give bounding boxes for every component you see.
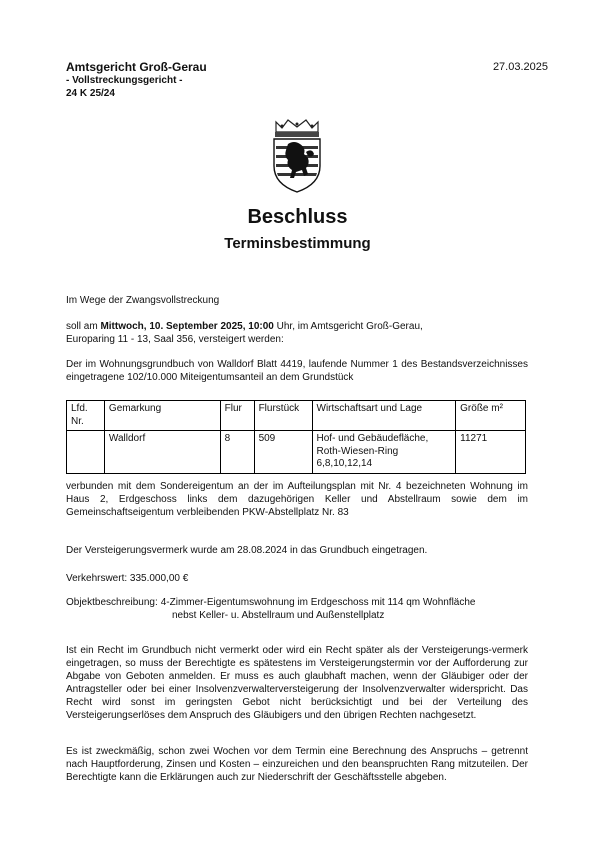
object-description-row [66,596,528,609]
col-header-gemarkung: Gemarkung [104,401,220,431]
combined-ownership-text: verbunden mit dem Sondereigentum an der im Aufteilungsplan mit Nr. 4 bezeichneten Wohnung im Haus 2, Erdgeschoss links dem dazugehörigen Keller und Abstellraum sowie dem im Gemeinschaftseigentum verbleibenden PKW-Abstellplatz Nr. 83 [66,481,528,518]
property-intro: Der im Wohnungsgrundbuch von Walldorf Blatt 4419, laufende Nummer 1 des Bestandsverzeichnisses eingetragene 102/10.000 Miteigentumsanteil an dem Grundstück [66,359,528,383]
col-header-flur: Flur [220,401,254,431]
object-description-line1: 4-Zimmer-Eigentumswohnung im Erdgeschoss mit 114 qm Wohnfläche [160,597,476,608]
notice-expedient-paragraph: Es ist zweckmäßig, schon zwei Wochen vor dem Termin eine Berechnung des Anspruchs – getrennt nach Hauptforderung, Zinsen und Kosten – einzureichen und den beanspruchten Rang mitzuteilen. Der Berechtigte kann die Erklärungen auch zur Niederschrift der Geschäftsstelle abgeben. [66,746,528,783]
court-name: Amtsgericht Groß-Gerau [66,60,207,74]
market-value: Verkehrswert: 335.000,00 € [66,573,189,584]
case-number: 24 K 25/24 [66,88,115,100]
hesse-coat-of-arms-icon [268,118,326,194]
col-header-wirtschaftsart: Wirtschaftsart und Lage [312,401,456,431]
auction-prefix: soll am [66,321,101,332]
auction-datetime: Mittwoch, 10. September 2025, 10:00 [100,321,274,332]
object-description [66,596,528,622]
auction-date-line [66,320,528,333]
col-header-groesse: Größe m² [456,401,526,431]
court-department: - Vollstreckungsgericht - [66,75,183,87]
cell-flur: 8 [220,431,254,474]
col-header-lfd-nr: Lfd. Nr. [67,401,105,431]
registry-note: Der Versteigerungsvermerk wurde am 28.08.2024 in das Grundbuch eingetragen. [66,545,428,556]
table-row [67,431,526,474]
notice-rights-paragraph: Ist ein Recht im Grundbuch nicht vermerkt oder wird ein Recht später als der Versteigerungs-vermerk eingetragen, so muss der Berechtigte es spätestens im Versteigerungstermin vor der Aufforderung zur Abgabe von Geboten anmelden. Er muss es auch glaubhaft machen, wenn der Gläubiger oder der Antragsteller oder bei einer Insolvenzverwalterversteigerung der Insolvenzverwalter widerspricht. Das Recht wird sonst im geringsten Gebot nicht berücksichtigt und bei der Verteilung des Versteigerungserlöses dem Anspruch des Gläubigers und den übrigen Rechten nachgesetzt. [66,645,528,721]
auction-paragraph [66,320,528,346]
document-subtitle: Terminsbestimmung [224,235,371,252]
cell-wirtschaftsart: Hof- und Gebäudefläche, Roth-Wiesen-Ring 6,8,10,12,14 [312,431,456,474]
auction-location: Europaring 11 - 13, Saal 356, versteigert werden: [66,334,284,345]
document-date: 27.03.2025 [492,61,548,73]
document-title: Beschluss [247,206,348,228]
cell-lfd-nr [67,431,105,474]
cell-gemarkung: Walldorf [104,431,220,474]
land-register-table [66,400,526,474]
intro-text: Im Wege der Zwangsvollstreckung [66,295,220,306]
col-header-flurstueck: Flurstück [254,401,312,431]
court-header [66,60,207,100]
table-header-row [67,401,526,431]
cell-flurstueck: 509 [254,431,312,474]
auction-suffix: Uhr, im Amtsgericht Groß-Gerau, [273,321,423,332]
object-description-line2: nebst Keller- u. Abstellraum und Außenstellplatz [172,610,385,621]
cell-groesse: 11271 [456,431,526,474]
object-description-label: Objektbeschreibung: [66,597,158,608]
